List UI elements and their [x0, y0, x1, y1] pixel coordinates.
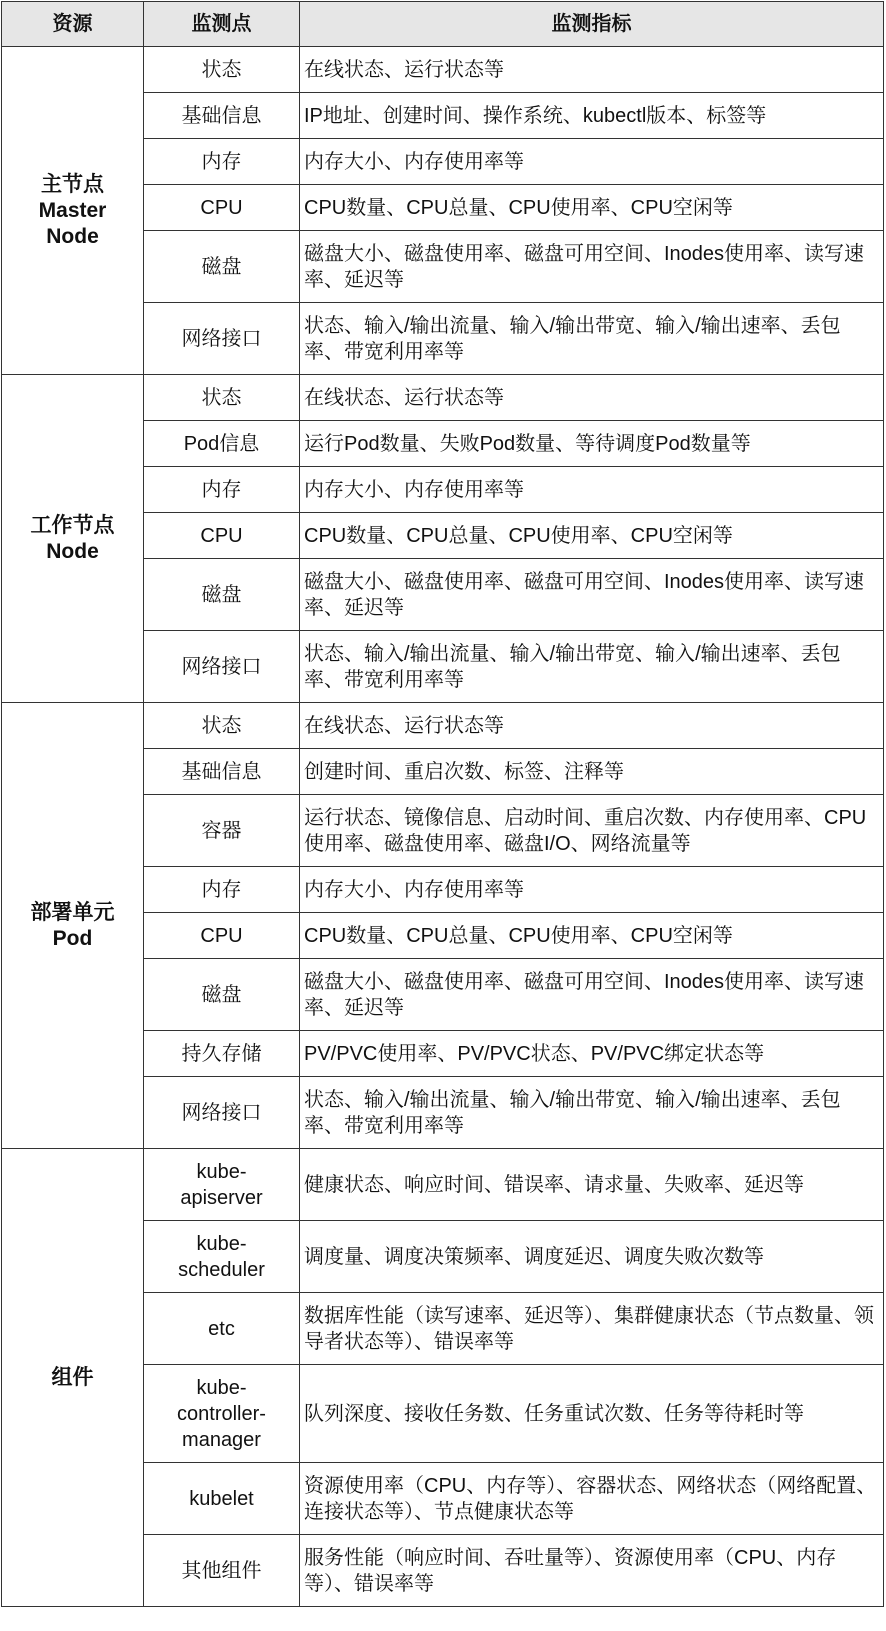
monitor-point-line: scheduler: [178, 1258, 265, 1281]
monitor-indicator-cell: 运行Pod数量、失败Pod数量、等待调度Pod数量等: [300, 421, 884, 467]
resource-label-line: Pod: [52, 926, 93, 950]
monitor-indicator-cell: 数据库性能（读写速率、延迟等）、集群健康状态（节点数量、领导者状态等）、错误率等: [300, 1293, 884, 1365]
monitor-point-cell: CPU: [144, 513, 300, 559]
monitor-indicator-cell: 磁盘大小、磁盘使用率、磁盘可用空间、Inodes使用率、读写速率、延迟等: [300, 559, 884, 631]
table-body: [2, 47, 884, 1607]
monitor-indicator-cell: 资源使用率（CPU、内存等）、容器状态、网络状态（网络配置、连接状态等）、节点健康状态等: [300, 1463, 884, 1535]
monitor-indicator-cell: CPU数量、CPU总量、CPU使用率、CPU空闲等: [300, 913, 884, 959]
monitor-indicator-cell: 运行状态、镜像信息、启动时间、重启次数、内存使用率、CPU使用率、磁盘使用率、磁盘I/O、网络流量等: [300, 795, 884, 867]
monitor-point-cell: 内存: [144, 467, 300, 513]
monitor-indicator-cell: IP地址、创建时间、操作系统、kubectl版本、标签等: [300, 93, 884, 139]
monitor-point-cell: 磁盘: [144, 231, 300, 303]
monitor-point-cell: 磁盘: [144, 559, 300, 631]
monitor-indicator-cell: 在线状态、运行状态等: [300, 375, 884, 421]
monitor-point-line: kube-: [196, 1376, 247, 1399]
resource-cell: [2, 1149, 144, 1607]
monitor-point-cell: [144, 1221, 300, 1293]
monitor-point-line: manager: [182, 1428, 261, 1451]
monitor-point-cell: [144, 1149, 300, 1221]
resource-cell: [2, 47, 144, 375]
monitor-point-cell: Pod信息: [144, 421, 300, 467]
monitor-point-cell: 磁盘: [144, 959, 300, 1031]
monitor-point-cell: 持久存储: [144, 1031, 300, 1077]
resource-label-line: Node: [46, 224, 99, 248]
monitor-point-cell: 其他组件: [144, 1535, 300, 1607]
resource-label-line: 组件: [51, 1365, 94, 1389]
monitor-indicator-cell: 在线状态、运行状态等: [300, 47, 884, 93]
monitor-point-cell: 基础信息: [144, 93, 300, 139]
monitor-point-cell: etc: [144, 1293, 300, 1365]
resource-cell: [2, 703, 144, 1149]
monitor-point-cell: 内存: [144, 867, 300, 913]
monitor-point-cell: 容器: [144, 795, 300, 867]
monitor-point-cell: 网络接口: [144, 631, 300, 703]
table-row: [2, 47, 884, 93]
monitor-indicator-cell: CPU数量、CPU总量、CPU使用率、CPU空闲等: [300, 513, 884, 559]
monitor-indicator-cell: 状态、输入/输出流量、输入/输出带宽、输入/输出速率、丢包率、带宽利用率等: [300, 631, 884, 703]
resource-label-line: 部署单元: [30, 900, 115, 924]
monitor-point-line: apiserver: [180, 1186, 263, 1209]
monitor-indicator-cell: PV/PVC使用率、PV/PVC状态、PV/PVC绑定状态等: [300, 1031, 884, 1077]
monitor-point-cell: 状态: [144, 375, 300, 421]
monitor-indicator-cell: 调度量、调度决策频率、调度延迟、调度失败次数等: [300, 1221, 884, 1293]
monitor-point-line: kube-: [196, 1160, 247, 1183]
monitor-point-cell: 网络接口: [144, 303, 300, 375]
monitor-point-cell: 内存: [144, 139, 300, 185]
monitor-indicator-cell: CPU数量、CPU总量、CPU使用率、CPU空闲等: [300, 185, 884, 231]
monitor-indicator-cell: 创建时间、重启次数、标签、注释等: [300, 749, 884, 795]
monitor-point-cell: CPU: [144, 913, 300, 959]
monitor-point-line: kube-: [196, 1232, 247, 1255]
monitor-indicator-cell: 磁盘大小、磁盘使用率、磁盘可用空间、Inodes使用率、读写速率、延迟等: [300, 231, 884, 303]
resource-label-line: 主节点: [41, 172, 104, 196]
resource-label-line: Node: [46, 539, 99, 563]
monitor-indicator-cell: 服务性能（响应时间、吞吐量等）、资源使用率（CPU、内存等）、错误率等: [300, 1535, 884, 1607]
monitor-indicator-cell: 状态、输入/输出流量、输入/输出带宽、输入/输出速率、丢包率、带宽利用率等: [300, 1077, 884, 1149]
monitor-indicator-cell: 磁盘大小、磁盘使用率、磁盘可用空间、Inodes使用率、读写速率、延迟等: [300, 959, 884, 1031]
monitor-indicator-cell: 健康状态、响应时间、错误率、请求量、失败率、延迟等: [300, 1149, 884, 1221]
monitor-point-cell: CPU: [144, 185, 300, 231]
resource-cell: [2, 375, 144, 703]
header-monitor-indicator: 监测指标: [300, 2, 884, 47]
header-resource: 资源: [2, 2, 144, 47]
table-row: [2, 375, 884, 421]
monitor-indicator-cell: 在线状态、运行状态等: [300, 703, 884, 749]
monitor-indicator-cell: 内存大小、内存使用率等: [300, 467, 884, 513]
monitor-indicator-cell: 内存大小、内存使用率等: [300, 867, 884, 913]
monitor-point-cell: [144, 1365, 300, 1463]
resource-label-line: Master: [38, 198, 107, 222]
monitor-indicator-cell: 内存大小、内存使用率等: [300, 139, 884, 185]
header-monitor-point: 监测点: [144, 2, 300, 47]
monitor-point-cell: kubelet: [144, 1463, 300, 1535]
monitor-point-cell: 网络接口: [144, 1077, 300, 1149]
monitor-point-cell: 基础信息: [144, 749, 300, 795]
monitor-indicator-cell: 队列深度、接收任务数、任务重试次数、任务等待耗时等: [300, 1365, 884, 1463]
header-row: [2, 2, 884, 47]
monitor-point-cell: 状态: [144, 47, 300, 93]
monitoring-table: [1, 1, 884, 1607]
resource-label-line: 工作节点: [30, 513, 115, 537]
monitor-point-cell: 状态: [144, 703, 300, 749]
table-row: [2, 1149, 884, 1221]
table-row: [2, 703, 884, 749]
monitor-point-line: controller-: [177, 1402, 266, 1425]
monitor-indicator-cell: 状态、输入/输出流量、输入/输出带宽、输入/输出速率、丢包率、带宽利用率等: [300, 303, 884, 375]
